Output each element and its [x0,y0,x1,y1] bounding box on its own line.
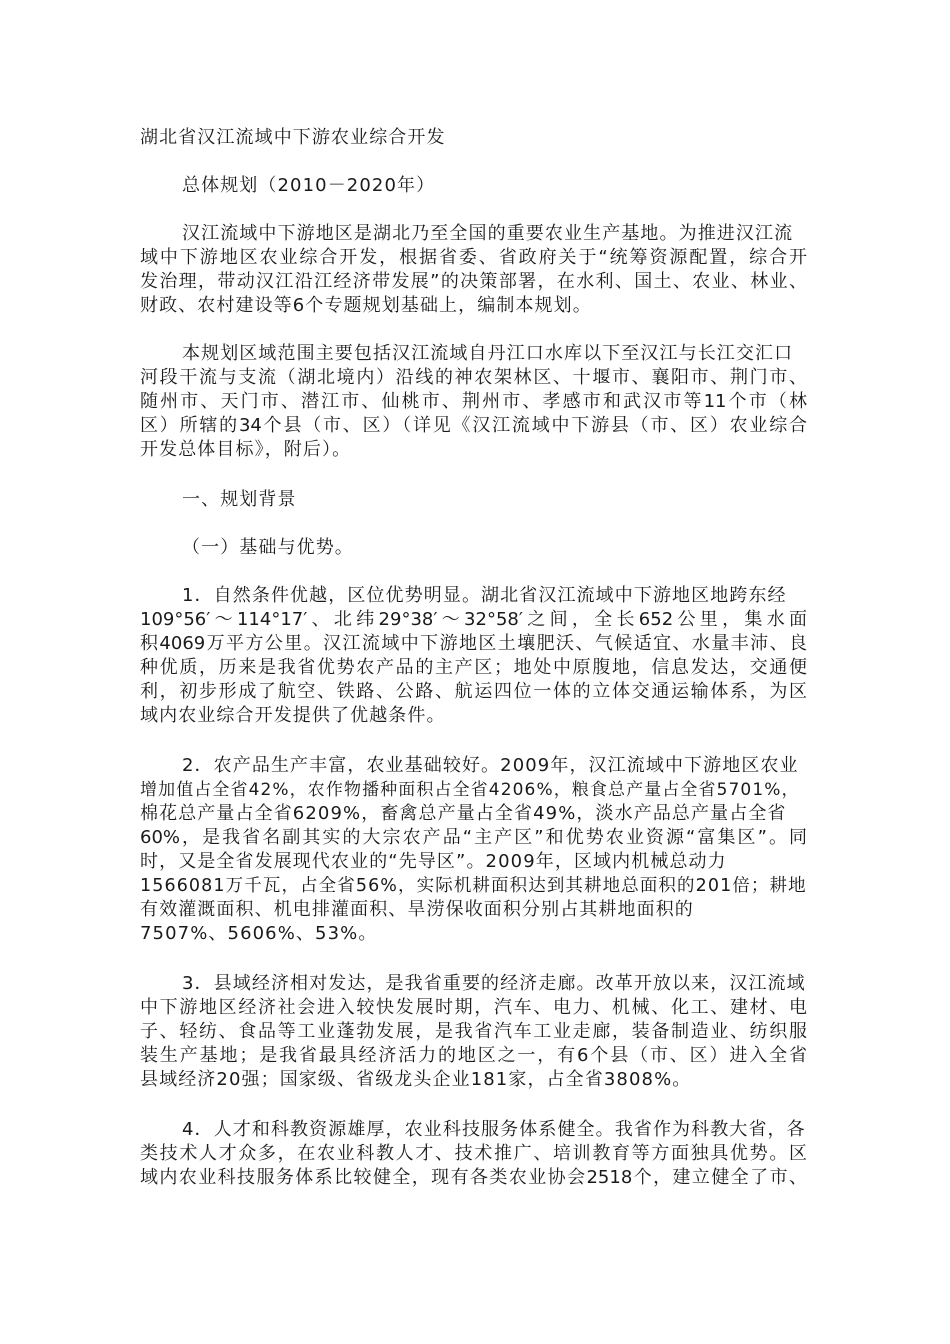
item-1-line-3: 积4069万平方公里。汉江流域中下游地区土壤肥沃、气候适宜、水量丰沛、良 [140,633,807,654]
section-heading: 一、规划背景 [182,489,297,510]
item-1-line-6: 域内农业综合开发提供了优越条件。 [140,705,446,726]
item-2-line-8: 7507%、5606%、53%。 [140,923,378,944]
item-3-line-4: 装生产基地；是我省最具经济活力的地区之一，有6个县（市、区）进入全省 [140,1045,807,1066]
item-2-line-5: 时，又是全省发展现代农业的“先导区”。2009年，区域内机械总动力 [140,851,727,872]
paragraph-2-line-5: 开发总体目标》，附后）。 [140,439,352,460]
item-3-line-5: 县域经济20强；国家级、省级龙头企业181家，占全省3808%。 [140,1069,692,1090]
paragraph-2-line-1: 本规划区域范围主要包括汉江流域自丹江口水库以下至汉江与长江交汇口 [182,343,794,364]
document-subtitle: 总体规划（2010－2020年） [182,175,436,196]
item-2-line-4: 60%，是我省名副其实的大宗农产品“主产区”和优势农业资源“富集区”。同 [140,827,807,848]
paragraph-2-line-2: 河段干流与支流（湖北境内）沿线的神农架林区、十堰市、襄阳市、荆门市、 [140,367,807,388]
item-4-line-3: 域内农业科技服务体系比较健全，现有各类农业协会2518个，建立健全了市、 [140,1167,807,1188]
paragraph-1-line-1: 汉江流域中下游地区是湖北乃至全国的重要农业生产基地。为推进汉江流 [182,223,794,244]
item-1-line-4: 种优质，历来是我省优势农产品的主产区；地处中原腹地，信息发达，交通便 [140,657,807,678]
item-2-line-2: 增加值占全省42%，农作物播种面积占全省4206%，粮食总产量占全省5701%， [140,780,800,800]
item-2-line-3: 棉花总产量占全省6209%，畜禽总产量占全省49%，淡水产品总产量占全省 [140,803,787,824]
paragraph-1-line-3: 发治理，带动汉江沿江经济带发展”的决策部署，在水利、国土、农业、林业、 [140,271,807,292]
item-3-line-2: 中下游地区经济社会进入较快发展时期，汽车、电力、机械、化工、建材、电 [140,997,807,1018]
item-1-line-5: 利，初步形成了航空、铁路、公路、航运四位一体的立体交通运输体系，为区 [140,681,807,702]
subsection-heading: （一）基础与优势。 [182,537,354,558]
item-1-line-1: 1．自然条件优越，区位优势明显。湖北省汉江流域中下游地区地跨东经 [182,585,787,606]
item-2-line-7: 有效灌溉面积、机电排灌面积、旱涝保收面积分别占其耕地面积的 [140,899,694,920]
item-4-line-1: 4．人才和科教资源雄厚，农业科技服务体系健全。我省作为科教大省，各 [182,1119,806,1140]
paragraph-1-line-2: 域中下游地区农业综合开发，根据省委、省政府关于“统筹资源配置，综合开 [140,247,807,268]
paragraph-2-line-4: 区）所辖的34个县（市、区）（详见《汉江流域中下游县（市、区）农业综合 [140,415,807,436]
item-2-line-6: 1566081万千瓦，占全省56%，实际机耕面积达到其耕地总面积的201倍；耕地 [140,876,807,896]
item-3-line-1: 3．县域经济相对发达，是我省重要的经济走廊。改革开放以来，汉江流域 [182,973,806,994]
item-3-line-3: 子、轻纺、食品等工业蓬勃发展，是我省汽车工业走廊，装备制造业、纺织服 [140,1021,807,1042]
paragraph-1-line-4: 财政、农村建设等6个专题规划基础上，编制本规划。 [140,295,592,316]
item-4-line-2: 类技术人才众多，在农业科教人才、技术推广、培训教育等方面独具优势。区 [140,1143,807,1164]
paragraph-2-line-3: 随州市、天门市、潜江市、仙桃市、荆州市、孝感市和武汉市等11个市（林 [140,391,807,412]
item-2-line-1: 2．农产品生产丰富，农业基础较好。2009年，汉江流域中下游地区农业 [182,755,799,776]
document-title: 湖北省汉江流域中下游农业综合开发 [140,127,446,148]
item-1-line-2: 109°56′～114°17′、北纬29°38′～32°58′之间，全长652公里，集水面 [140,609,807,630]
